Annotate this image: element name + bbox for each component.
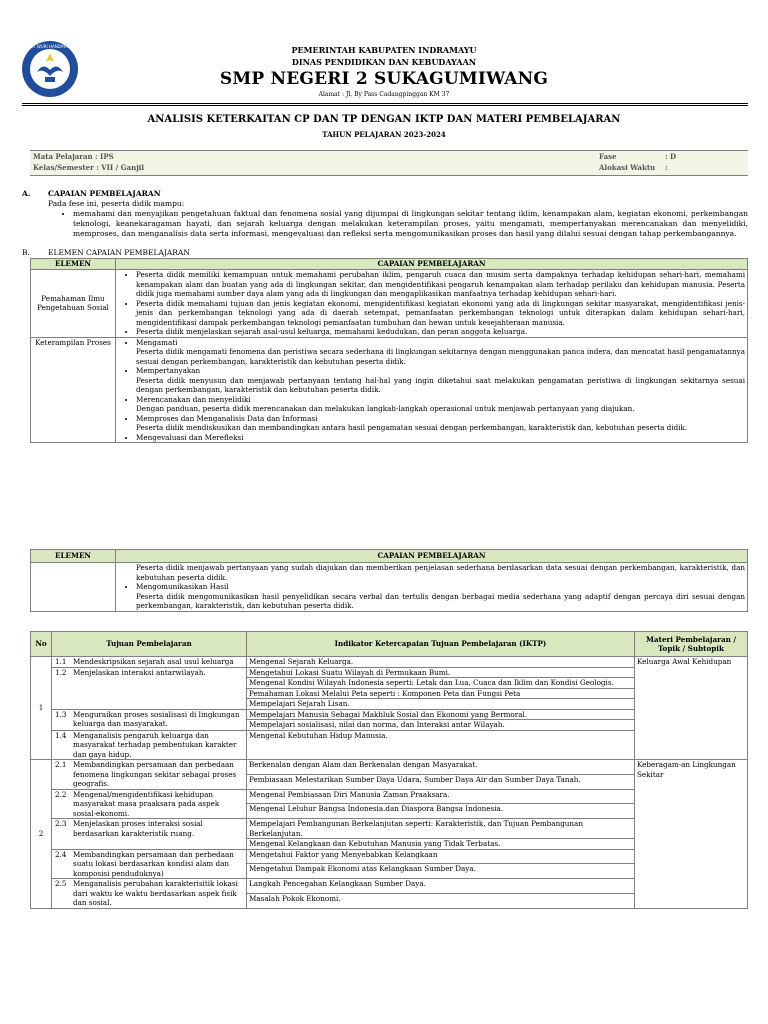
kp-desc: Peserta didik mengamati fenomena dan peristiwa secara sederhana di lingkungan sekitarnya dengan menggunakan panca indera, dan mencatat hasil pengamatannya sesuai dengan perkembangan, karakteristik dan kebutuhan peserta didik. [136, 347, 745, 366]
section-b-letter: B. [22, 248, 30, 257]
cp-item: • Peserta didik memiliki kemampuan untuk memahami perubahan iklim, pengaruh cuaca dan musim serta dampaknya terhadap kehidupan sehari-hari, memahami kenampakan alam dan buatan yang ada di lingkungan sekitar, dan mengidentifikasi pengaruh kenampakan alam terhadap perilaku dan kehidupan manusia. Peserta didik juga memahami sumber daya alam yang ada di lingkungan dan mengaplikasikan manfaatnya terhadap kehidupan sehari-hari. [136, 270, 745, 299]
tp-table [30, 631, 748, 909]
iktp-item: Mengenal Pembiasaan Diri Manusia Zaman Praaksara. [247, 789, 635, 804]
iktp-item: Pembiasaan Melestarikan Sumber Daya Udara, Sumber Daya Air dan Sumber Daya Tanah. [247, 774, 635, 789]
materi-cell: Keberagam-an Lingkungan Sekitar [635, 760, 748, 909]
tp-row [31, 760, 748, 775]
fase-label: Fase [599, 152, 617, 161]
tp-text: Menjelaskan proses interaksi sosial berdasarkan karakteristik ruang. [71, 819, 247, 850]
kp-desc: Peserta didik mengomunikasikan hasil penyelidikan secara verbal dan tertulis dengan berbagai media sederhana yang adaptif dengan percaya diri sesuai dengan perkembangan, karakteristik, dan kebutuhan peserta didik. [136, 591, 745, 610]
kp-item [136, 395, 745, 414]
cp-item: • Peserta didik menjelaskan sejarah asal-usul keluarga, memahami kedudukan, dan peran anggota keluarga. [136, 327, 745, 337]
tp-text: Menjelaskan interaksi antarwilayah. [71, 667, 247, 709]
tp-row [31, 657, 748, 668]
kelas-label: Kelas/Semester : VII / Ganjil [33, 163, 145, 173]
iktp-item: Mempelajari Sejarah Lisan. [247, 699, 635, 710]
kp-item [136, 414, 745, 433]
fase-value: : D [665, 152, 677, 161]
mapel-label: Mata Pelajaran : IPS [33, 152, 114, 161]
info-block [30, 150, 748, 176]
kp-item [136, 433, 745, 443]
section-b-heading: ELEMEN CAPAIAN PEMBELAJARAN [48, 248, 190, 257]
header-rule [22, 103, 748, 104]
header-line1: PEMERINTAH KABUPATEN INDRAMAYU [291, 45, 477, 55]
iktp-item: Mengetahui Faktor yang Menyebabkan Kelangkaan [247, 849, 635, 864]
kp-desc: Peserta didik menyusun dan menjawab pertanyaan tentang hal-hal yang ingin diketahui saat melakukan pengamatan peristiwa di lingkungan sekitarnya sesuai dengan perkembangan, karakteristik dan kebutuhan peserta didik. [136, 375, 745, 394]
logo-text: TUT WURI HANDAYANI [27, 44, 73, 49]
doc-title: ANALISIS KETERKAITAN CP DAN TP DENGAN IKTP DAN MATERI PEMBELAJARAN [147, 114, 621, 125]
tp-text: Membandingkan persamaan dan perbedaan fenomena lingkungan sekitar sebagai proses geografis. [71, 760, 247, 790]
kp-item [136, 338, 745, 367]
kp-title: Mempertanyakan [136, 366, 201, 375]
col-iktp: Indikator Ketercapaian Tujuan Pembelajaran (IKTP) [247, 632, 635, 657]
materi-cell: Keluarga Awal Kehidupan [635, 657, 748, 760]
iktp-item: Mempelajari Manusia Sebagai Makhluk Sosial dan Ekonomi yang Bermoral. [247, 709, 635, 720]
tp-number: 1.4 [52, 730, 72, 760]
tp-text: Menganalisis pengaruh keluarga dan masyarakat terhadap pembentukan karakter dan gaya hidup. [71, 730, 247, 760]
section-a-heading: CAPAIAN PEMBELAJARAN [48, 189, 161, 198]
col-elemen: ELEMEN [31, 550, 116, 563]
kp-title: Mengamati [136, 337, 178, 347]
tp-text: Mengenal/mengidentifikasi kehidupan masyarakat masa praaksara pada aspek sosial-ekonomi. [71, 789, 247, 819]
iktp-item: Langkah Pencegahan Kelangkaan Sumber Daya. [247, 879, 635, 894]
kp-desc: Peserta didik mendiskusikan dan membandingkan antara hasil pengamatan sesuai dengan perkembangan, karakteristik dan, kebutuhan peserta didik. [136, 423, 688, 432]
tp-number: 1.1 [52, 657, 72, 668]
col-elemen: ELEMEN [31, 259, 116, 270]
tp-number: 2.5 [52, 879, 72, 909]
row-number: 1 [31, 657, 52, 760]
iktp-item: Mengenal Kondisi Wilayah Indonesia seperti: Letak dan Lua, Cuaca dan Iklim dan Kondisi Geologis. [247, 678, 635, 689]
kp-desc: Dengan panduan, peserta didik merencanakan dan melakukan langkah-langkah operasional untuk menjawab pertanyaan yang diajukan. [136, 404, 635, 413]
col-cp: CAPAIAN PEMBELAJARAN [116, 550, 748, 563]
kp-item [136, 366, 745, 395]
col-no: No [31, 632, 52, 657]
cp-item: • Peserta didik memahami tujuan dan jenis kegiatan ekonomi, mengidentifikasi kegiatan ekonomi yang ada di lingkungan sekitar masyarakat, mengidentifikasi jenis-jenis dan perkembangan teknologi yang ada di daerah setempat, pemanfaatan perkembangan teknologi untuk diterapkan dalam kehidupan sehari-hari, mengidentifikasi dampak perkembangan teknologi pemanfaatan tumbuhan dan hewan untuk kesejahteraan manusia. [136, 299, 745, 328]
section-a-letter: A. [22, 189, 31, 198]
school-name: SMP NEGERI 2 SUKAGUMIWANG [219, 69, 549, 89]
iktp-item: Masalah Pokok Ekonomi. [247, 893, 635, 908]
iktp-item: Mengenal Sejarah Keluarga. [247, 657, 635, 668]
iktp-item: Berkenalan dengan Alam dan Berkenalan dengan Masyarakat. [247, 760, 635, 775]
tp-number: 2.3 [52, 819, 72, 850]
section-a-bullet: • memahami dan menyajikan pengetahuan faktual dan fenomena sosial yang dijumpai di lingkungan sekitar tentang iklim, kenampakan alam, kegiatan ekonomi, perkembangan teknologi, keanekaragaman hayati, dan sejarah keluarga dengan melakukan keterampilan proses, yaitu mengamati, mempertanyakan merencanakan dan menyelidiki, memproses, dan menganalisis data serta informasi, mengevaluasi dan refleksi serta mengomunikasikan proses dan hasil yang dilalui sesuai dengan tahap perkembangannya. [73, 209, 748, 239]
tp-number: 2.2 [52, 789, 72, 819]
section-a-intro: Pada fese ini, peserta didik mampu: [48, 199, 185, 208]
col-cp: CAPAIAN PEMBELAJARAN [116, 259, 748, 270]
row-number: 2 [31, 760, 52, 909]
iktp-item: Mengenal Kebutuhan Hidup Manusia. [247, 730, 635, 760]
tp-text: Menganalisis perubahan karakterisitik lokasi dari waktu ke waktu berdasarkan aspek fisik dan sosial. [71, 879, 247, 909]
tp-number: 2.1 [52, 760, 72, 790]
col-materi: Materi Pembelajaran / Topik / Subtopik [635, 632, 748, 657]
tp-text: Membandingkan persamaan dan perbedaan suatu lokasi berdasarkan kondisi alam dan komposisi penduduknya) [71, 849, 247, 879]
elemen-table-cont [30, 549, 748, 612]
iktp-item: Pemahaman Lokasi Melalui Peta seperti : Komponen Peta dan Fungsi Peta [247, 688, 635, 699]
section-a-bullet-list [48, 209, 748, 239]
tp-number: 2.4 [52, 849, 72, 879]
header-line2: DINAS PENDIDIKAN DAN KEBUDAYAAN [291, 57, 477, 67]
tp-text: Menguraikan proses sosialisasi di lingkungan keluarga dan masyarakat. [71, 709, 247, 730]
kp-title: Memproses dan Menganalisis Data dan Informasi [136, 413, 318, 423]
iktp-item: Mengenal Kelangkaan dan Kebutuhan Manusia yang Tidak Terbatas. [247, 839, 635, 850]
alokasi-value: : [665, 163, 668, 173]
tp-text: Mendeskripsikan sejarah asal usul keluarga [71, 657, 247, 668]
kp-title: Merencanakan dan menyelidiki [136, 394, 251, 404]
col-tp: Tujuan Pembelajaran [52, 632, 247, 657]
header-rule-thin [22, 105, 748, 106]
iktp-item: Mempelajari sosialisasi, nilai dan norma, dan Interaksi antar Wilayah. [247, 720, 635, 731]
school-address: Alamat : Jl. By Pass Cadangpinggan KM 37 [318, 91, 450, 98]
doc-year: TAHUN PELAJARAN 2023-2024 [322, 130, 446, 139]
kp-title: Mengomunikasikan Hasil [136, 582, 229, 591]
elemen-empty [31, 563, 116, 612]
kp-title: Mengevaluasi dan Merefleksi [136, 432, 244, 442]
tp-number: 1.3 [52, 709, 72, 730]
elemen-table [30, 258, 748, 443]
tp-number: 1.2 [52, 667, 72, 709]
iktp-item: Mengenal Leluhur Bangsa Indonesia.dan Diaspora Bangsa Indonesia. [247, 804, 635, 819]
iktp-item: Mengetahui Dampak Ekonomi atas Kelangkaan Sumber Daya. [247, 864, 635, 879]
iktp-item: Mempelajari Pembangunan Berkelanjutan seperti: Karakteristik, dan Tujuan Pembangunan Berkelanjutan. [247, 819, 635, 839]
elemen-pemahaman: Pemahaman Ilmu Pengetahuan Sosial [31, 270, 116, 338]
alokasi-label: Alokasi Waktu [599, 163, 656, 173]
kp-item [136, 582, 745, 611]
iktp-item: Mengetahui Lokasi Suatu Wilayah di Permukaan Bumi. [247, 667, 635, 678]
cont-desc: Peserta didik menjawab pertanyaan yang sudah diajukan dan memberikan penjelasan sederhana berdasarkan data sesuai dengan perkembangan, karakteristik, dan kebutuhan peserta didik. [136, 563, 745, 582]
elemen-keterampilan: Keterampilan Proses [31, 337, 116, 443]
